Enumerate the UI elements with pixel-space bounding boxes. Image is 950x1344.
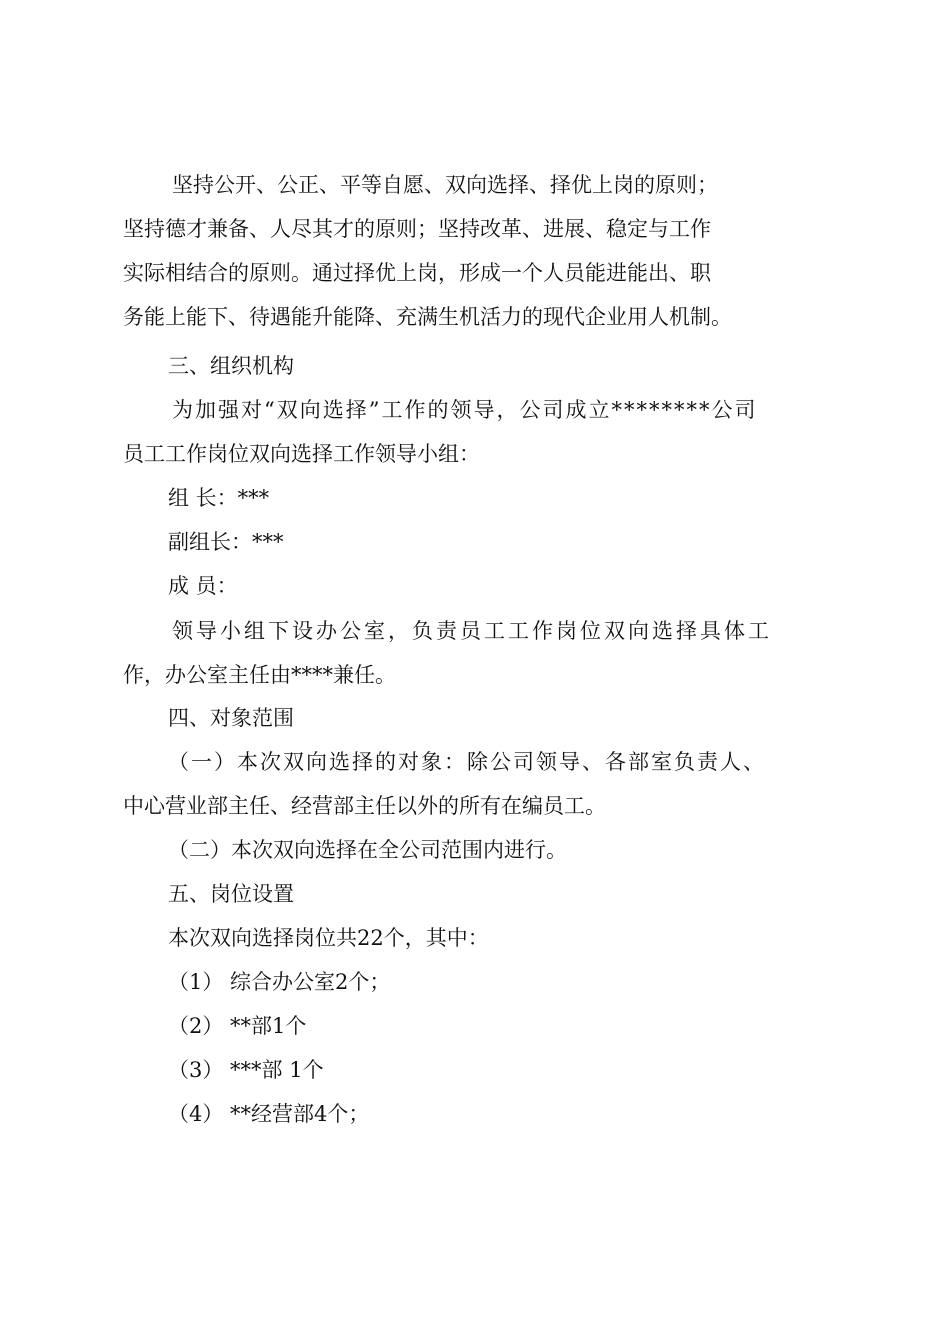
paragraph-office-line-2: 作，办公室主任由****兼任。: [123, 663, 396, 687]
list-item-position-4: （4） **经营部4个；: [168, 1102, 370, 1126]
section-heading-scope: 四、对象范围: [168, 706, 294, 730]
list-item-position-1: （1） 综合办公室2个；: [168, 970, 391, 994]
paragraph-scope-line-2: 中心营业部主任、经营部主任以外的所有在编员工。: [123, 794, 606, 818]
paragraph-principles-line-3: 实际相结合的原则。通过择优上岗，形成一个人员能进能出、职: [123, 261, 711, 285]
leader-line: 组 长：***: [168, 486, 270, 510]
paragraph-principles-line-2: 坚持德才兼备、人尽其才的原则；坚持改革、进展、稳定与工作: [123, 217, 711, 241]
vice-leader-line: 副组长：***: [168, 530, 284, 554]
paragraph-scope-range: （二）本次双向选择在全公司范围内进行。: [168, 838, 567, 862]
section-heading-positions: 五、岗位设置: [168, 882, 294, 906]
paragraph-office-line-1: 领导小组下设办公室，负责员工工作岗位双向选择具体工: [172, 619, 772, 643]
paragraph-organization-line-2: 员工工作岗位双向选择工作领导小组：: [123, 442, 480, 466]
paragraph-principles-line-4: 务能上能下、待遇能升能降、充满生机活力的现代企业用人机制。: [123, 305, 732, 329]
paragraph-organization-line-1: 为加强对“双向选择”工作的领导，公司成立********公司: [172, 398, 758, 422]
list-item-position-3: （3） ***部 1个: [168, 1058, 324, 1082]
section-heading-organization: 三、组织机构: [168, 354, 294, 378]
paragraph-principles-line-1: 坚持公开、公正、平等自愿、双向选择、择优上岗的原则；: [172, 173, 718, 197]
paragraph-positions-total: 本次双向选择岗位共22个，其中：: [168, 926, 489, 950]
paragraph-scope-line-1: （一）本次双向选择的对象：除公司领导、各部室负责人、: [168, 750, 766, 774]
list-item-position-2: （2） **部1个: [168, 1014, 307, 1038]
members-line: 成 员：: [168, 574, 238, 598]
